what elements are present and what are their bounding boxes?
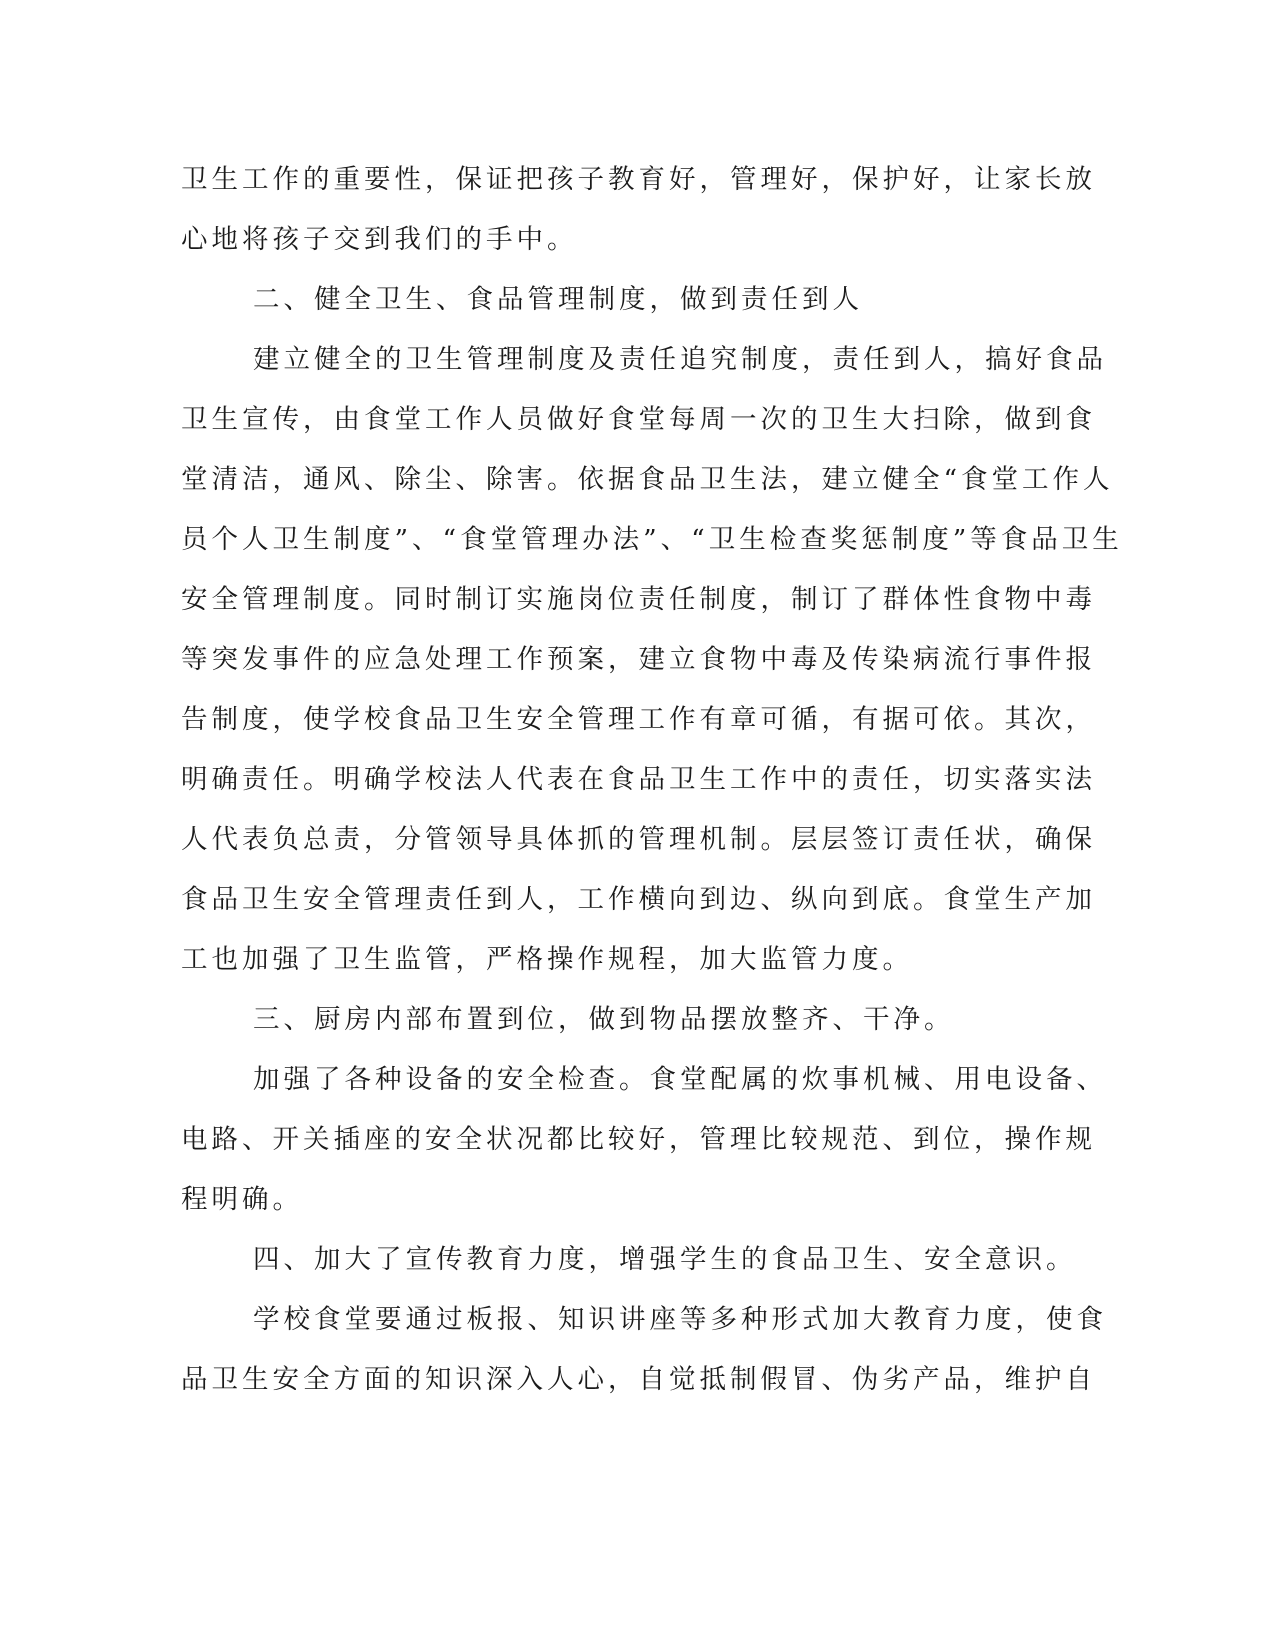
text-line: 四、加大了宣传教育力度，增强学生的食品卫生、安全意识。 (253, 1244, 1077, 1275)
text-line: 食品卫生安全管理责任到人，工作横向到边、纵向到底。食堂生产加 (181, 884, 1096, 915)
text-line: 品卫生安全方面的知识深入人心，自觉抵制假冒、伪劣产品，维护自 (181, 1364, 1096, 1395)
text-line: 建立健全的卫生管理制度及责任追究制度，责任到人，搞好食品 (253, 344, 1107, 375)
text-line: 程明确。 (181, 1184, 303, 1215)
text-line: 工也加强了卫生监管，严格操作规程，加大监管力度。 (181, 944, 913, 975)
text-line: 卫生宣传，由食堂工作人员做好食堂每周一次的卫生大扫除，做到食 (181, 404, 1096, 435)
text-line: 明确责任。明确学校法人代表在食品卫生工作中的责任，切实落实法 (181, 764, 1096, 795)
text-line: 堂清洁，通风、除尘、除害。依据食品卫生法，建立健全“食堂工作人 (181, 464, 1114, 495)
text-line: 人代表负总责，分管领导具体抓的管理机制。层层签订责任状，确保 (181, 824, 1096, 855)
text-line: 加强了各种设备的安全检查。食堂配属的炊事机械、用电设备、 (253, 1064, 1107, 1095)
text-line: 员个人卫生制度”、“食堂管理办法”、“卫生检查奖惩制度”等食品卫生 (181, 524, 1123, 555)
text-line: 卫生工作的重要性，保证把孩子教育好，管理好，保护好，让家长放 (181, 164, 1096, 195)
text-line: 心地将孩子交到我们的手中。 (181, 224, 578, 255)
text-line: 学校食堂要通过板报、知识讲座等多种形式加大教育力度，使食 (253, 1304, 1107, 1335)
text-line: 二、健全卫生、食品管理制度，做到责任到人 (253, 284, 863, 315)
text-line: 告制度，使学校食品卫生安全管理工作有章可循，有据可依。其次， (181, 704, 1096, 735)
text-line: 等突发事件的应急处理工作预案，建立食物中毒及传染病流行事件报 (181, 644, 1096, 675)
text-line: 电路、开关插座的安全状况都比较好，管理比较规范、到位，操作规 (181, 1124, 1096, 1155)
document-body (181, 150, 1123, 1410)
text-line: 安全管理制度。同时制订实施岗位责任制度，制订了群体性食物中毒 (181, 584, 1096, 615)
text-line: 三、厨房内部布置到位，做到物品摆放整齐、干净。 (253, 1004, 955, 1035)
